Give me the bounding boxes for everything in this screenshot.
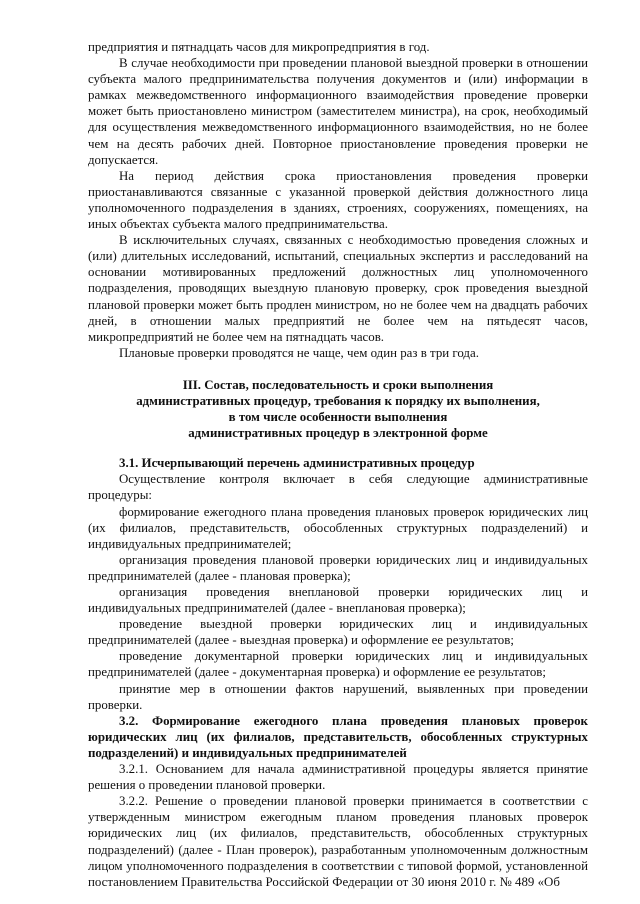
- paragraph: 3.2.1. Основанием для начала административной процедуры является принятие решения о проведении плановой проверки.: [88, 762, 588, 793]
- section-title-line: административных процедур, требования к порядку их выполнения,: [136, 393, 540, 408]
- paragraph: организация проведения внеплановой проверки юридических лиц и индивидуальных предпринимателей (далее - внеплановая проверка);: [88, 585, 588, 616]
- section-title-line: в том числе особенности выполнения: [228, 410, 448, 425]
- paragraph: В случае необходимости при проведении плановой выездной проверки в отношении субъекта малого предпринимательства получения документов и (или) информации в рамках межведомственного информационного взаимодействия проведение проверки может быть приостановлено министром (заместителем министра), на срок, необходимый для осуществления межведомственного информационного взаимодействия, но не более чем на десять рабочих дней. Повторное приостановление проведения проверки не допускается.: [88, 56, 588, 167]
- subsection-heading: 3.2. Формирование ежегодного плана проведения плановых проверок юридических лиц (их филиалов, представительств, обособленных структурных подразделений) и индивидуальных предпринимателей: [88, 713, 588, 760]
- section-title-line: административных процедур в электронной форме: [188, 426, 488, 441]
- subsection-heading: 3.1. Исчерпывающий перечень административных процедур: [119, 456, 475, 471]
- paragraph: проведение выездной проверки юридических лиц и индивидуальных предпринимателей (далее - выездная проверка) и оформление ее результатов;: [88, 617, 588, 648]
- paragraph: предприятия и пятнадцать часов для микропредприятия в год.: [88, 40, 430, 54]
- paragraph: Осуществление контроля включает в себя следующие административные процедуры:: [88, 472, 588, 503]
- paragraph: На период действия срока приостановления проведения проверки приостанавливаются связанные с указанной проверкой действия должностного лица уполномоченного подразделения в зданиях, строениях, сооружениях, помещениях, на иных объектах субъекта малого предпринимательства.: [88, 168, 588, 232]
- spacer: [88, 361, 588, 377]
- section-title-line: III. Состав, последовательность и сроки выполнения: [182, 377, 494, 392]
- paragraph: формирование ежегодного плана проведения плановых проверок юридических лиц (их филиалов, представительств, обособленных структурных подразделений) и индивидуальных предпринимателей;: [88, 504, 588, 551]
- section-title: [88, 377, 588, 441]
- paragraph: проведение документарной проверки юридических лиц и индивидуальных предпринимателей (далее - документарная проверка) и оформление ее результатов;: [88, 649, 588, 680]
- paragraph: В исключительных случаях, связанных с необходимостью проведения сложных и (или) длительных исследований, испытаний, специальных экспертиз и расследований на основании мотивированных предложений должностных лиц уполномоченного подразделения, проводящих выездную плановую проверку, срок проведения выездной плановой проверки может быть продлен министром, но не более чем на двадцать рабочих дней, в отношении малых предприятий не более чем на пятьдесят часов, микропредприятий не более чем на пятнадцать часов.: [88, 233, 588, 344]
- spacer: [88, 441, 588, 455]
- paragraph: 3.2.2. Решение о проведении плановой проверки принимается в соответствии с утвержденным министром ежегодным планом проведения плановых проверок юридических лиц (их филиалов, представительств, обособленных структурных подразделений) (далее - План проверок), разработанным уполномоченным должностным лицом уполномоченного подразделения в соответствии с типовой формой, установленной постановлением Правительства Российской Федерации от 30 июня 2010 г. № 489 «Об: [88, 794, 588, 889]
- paragraph: принятие мер в отношении фактов нарушений, выявленных при проведении проверки.: [88, 681, 588, 712]
- paragraph: Плановые проверки проводятся не чаще, чем один раз в три года.: [119, 345, 479, 360]
- paragraph: организация проведения плановой проверки юридических лиц и индивидуальных предпринимателей (далее - плановая проверка);: [88, 552, 588, 583]
